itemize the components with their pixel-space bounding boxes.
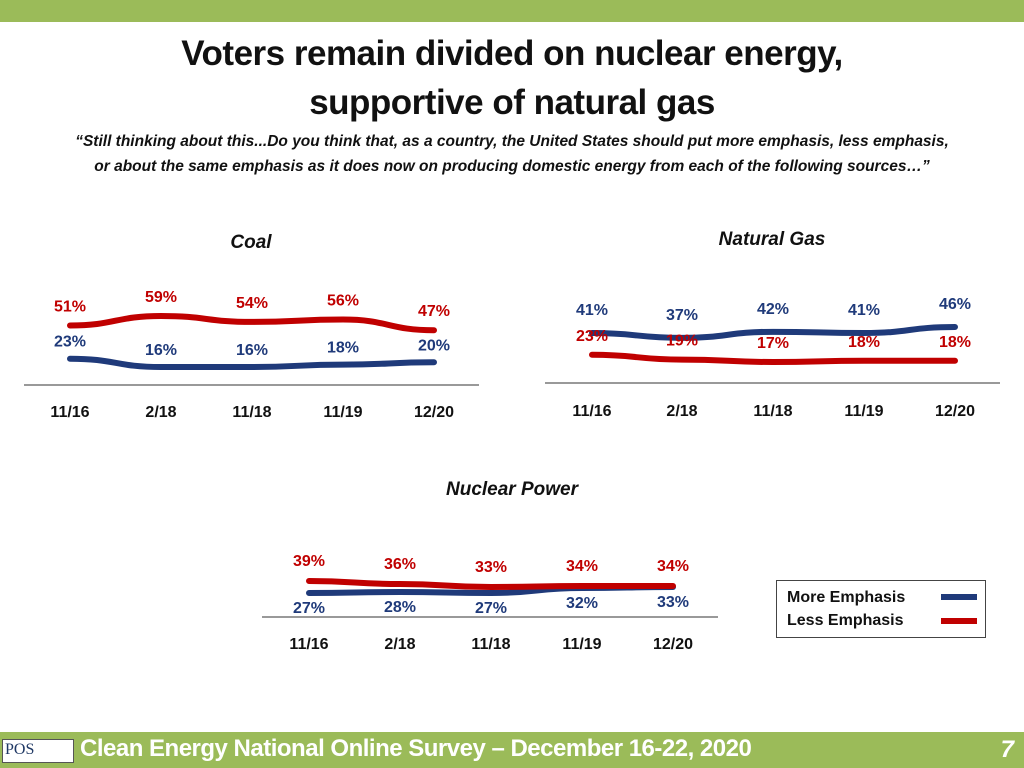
natural-gas-tick-label: 2/18 <box>666 403 698 420</box>
coal-tick-label: 12/20 <box>413 404 455 421</box>
natural-gas-data-label-less: 18% <box>847 333 881 351</box>
legend-label-less: Less Emphasis <box>787 612 904 629</box>
pos-logo <box>2 739 74 763</box>
coal-series-more-line <box>70 359 434 367</box>
legend-swatch-more <box>941 594 977 600</box>
coal-tick-label: 11/18 <box>232 404 272 421</box>
natural-gas-tick-label: 11/18 <box>753 403 793 420</box>
nuclear-power-series-less-line <box>309 581 673 587</box>
natural-gas-data-label-less: 17% <box>756 335 790 352</box>
page-title-line-2: supportive of natural gas <box>309 83 715 122</box>
nuclear-power-data-label-less: 39% <box>292 553 326 570</box>
nuclear-power-tick-label: 12/20 <box>652 636 694 653</box>
question-line-2: or about the same emphasis as it does now on producing domestic energy from each of the following sources…” <box>94 158 930 175</box>
nuclear-power-data-label-more: 28% <box>383 599 417 616</box>
coal-data-label-more: 16% <box>144 342 178 359</box>
coal-data-label-less: 56% <box>326 292 360 310</box>
legend-swatch-less <box>941 618 977 624</box>
coal-data-label-less: 47% <box>417 303 451 321</box>
coal-tick-label: 11/19 <box>323 404 363 421</box>
nuclear-power-tick-label: 11/19 <box>562 636 602 653</box>
legend-label-more: More Emphasis <box>787 589 906 606</box>
nuclear-power-data-label-more: 32% <box>565 595 599 612</box>
nuclear-power-data-label-less: 33% <box>474 559 508 576</box>
natural-gas-data-label-more: 41% <box>847 302 881 320</box>
natural-gas-chart-title: Natural Gas <box>718 229 826 250</box>
natural-gas-data-label-less: 23% <box>575 327 609 345</box>
natural-gas-data-label-more: 42% <box>756 300 790 318</box>
coal-tick-label: 2/18 <box>145 404 177 421</box>
coal-tick-label: 11/16 <box>50 404 90 421</box>
coal-data-label-more: 16% <box>235 342 269 359</box>
pos-logo-text: POS <box>5 741 35 758</box>
coal-data-label-more: 20% <box>417 337 451 355</box>
nuclear-power-tick-label: 11/16 <box>289 636 329 653</box>
coal-data-label-less: 59% <box>144 289 178 306</box>
coal-data-label-less: 54% <box>235 294 269 312</box>
nuclear-power-tick-label: 11/18 <box>471 636 511 653</box>
page-number: 7 <box>1000 736 1014 763</box>
legend <box>776 580 986 638</box>
nuclear-power-data-label-less: 34% <box>565 558 599 575</box>
natural-gas-tick-label: 11/19 <box>844 403 884 420</box>
nuclear-power-tick-label: 2/18 <box>384 636 416 653</box>
coal-series-less-line <box>70 316 434 330</box>
coal-data-label-more: 18% <box>326 339 360 357</box>
coal-data-label-less: 51% <box>53 298 87 316</box>
natural-gas-tick-label: 11/16 <box>572 403 612 420</box>
natural-gas-data-label-less: 18% <box>938 333 972 351</box>
natural-gas-data-label-more: 41% <box>575 302 609 320</box>
nuclear-power-chart-title: Nuclear Power <box>446 479 578 500</box>
nuclear-power-data-label-more: 27% <box>292 600 326 617</box>
nuclear-power-data-label-more: 33% <box>656 594 690 611</box>
natural-gas-data-label-more: 37% <box>665 306 699 324</box>
natural-gas-data-label-more: 46% <box>938 296 972 313</box>
nuclear-power-data-label-less: 34% <box>656 558 690 575</box>
natural-gas-series-less-line <box>592 355 955 362</box>
coal-chart-title: Coal <box>230 232 272 253</box>
coal-data-label-more: 23% <box>53 333 87 351</box>
natural-gas-data-label-less: 19% <box>665 332 699 350</box>
footer-survey-title: Clean Energy National Online Survey – December 16-22, 2020 <box>80 735 752 762</box>
nuclear-power-data-label-more: 27% <box>474 600 508 617</box>
page-title-line-1: Voters remain divided on nuclear energy, <box>181 34 843 73</box>
question-line-1: “Still thinking about this...Do you think that, as a country, the United States should put more emphasis, less emphasis, <box>75 133 949 150</box>
nuclear-power-data-label-less: 36% <box>383 556 417 573</box>
natural-gas-tick-label: 12/20 <box>934 403 976 420</box>
